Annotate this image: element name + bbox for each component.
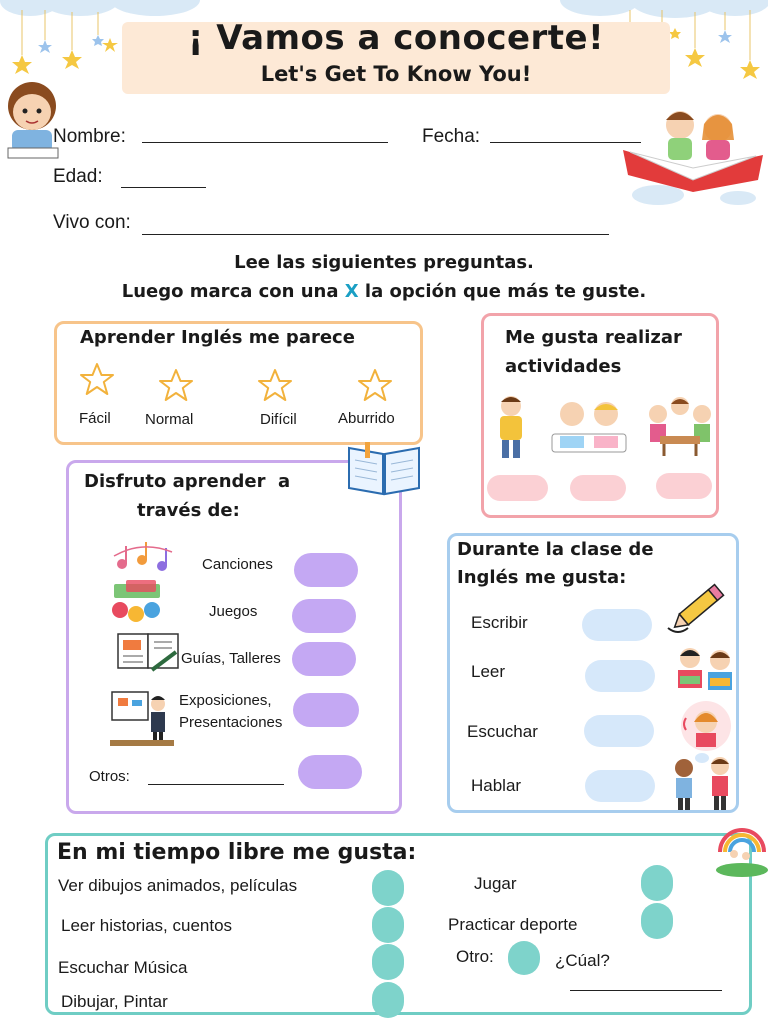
activity-checkbox-groups[interactable] [656, 473, 712, 499]
enjoy-learning-title-2: través de: [137, 500, 240, 521]
checkbox-exposiciones[interactable] [293, 693, 359, 727]
girl-listening-icon [678, 700, 734, 752]
checkbox-dibujar-pintar[interactable] [372, 982, 404, 1018]
checkbox-hablar[interactable] [585, 770, 655, 802]
age-input-line[interactable] [121, 187, 206, 188]
name-label: Nombre: [53, 126, 126, 147]
group-work-illustration [640, 394, 718, 460]
checkbox-free-time-other[interactable] [508, 941, 540, 975]
option-leer-historias: Leer historias, cuentos [61, 916, 233, 935]
bingo-game-icon [110, 580, 168, 624]
lives-with-label: Vivo con: [53, 212, 131, 233]
option-guias-talleres: Guías, Talleres [181, 650, 281, 667]
kids-talking-icon [668, 752, 736, 812]
free-time-title: En mi tiempo libre me gusta: [57, 840, 417, 865]
checkbox-leer[interactable] [585, 660, 655, 692]
star-icon-normal[interactable] [158, 368, 194, 404]
option-dificil: Difícil [260, 411, 297, 428]
option-normal: Normal [145, 411, 194, 428]
date-label: Fecha: [422, 126, 481, 147]
open-book-icon [345, 440, 423, 498]
option-canciones: Canciones [202, 556, 273, 573]
activity-checkbox-pairs[interactable] [570, 475, 626, 501]
checkbox-escuchar[interactable] [584, 715, 654, 747]
option-presentaciones: Presentaciones [179, 714, 283, 731]
kids-reading-icon [672, 644, 738, 700]
enjoy-learning-title-1: Disfruto aprender a [84, 471, 291, 492]
music-notes-icon [112, 540, 174, 574]
option-leer: Leer [471, 662, 506, 681]
option-escuchar-musica: Escuchar Música [58, 958, 188, 977]
option-escuchar: Escuchar [467, 722, 538, 741]
during-class-title-2: Inglés me gusta: [457, 567, 627, 588]
option-practicar-deporte: Practicar deporte [448, 915, 578, 934]
checkbox-leer-historias[interactable] [372, 907, 404, 943]
option-facil: Fácil [79, 410, 111, 427]
x-mark: X [344, 281, 359, 302]
kids-flying-book-illustration [618, 100, 768, 215]
star-icon-facil[interactable] [79, 362, 115, 398]
checkbox-guias-talleres[interactable] [292, 642, 356, 676]
age-label: Edad: [53, 166, 103, 187]
checkbox-practicar-deporte[interactable] [641, 903, 673, 939]
option-aburrido: Aburrido [338, 410, 395, 427]
checkbox-juegos[interactable] [292, 599, 356, 633]
workbook-icon [116, 632, 180, 674]
option-jugar: Jugar [474, 874, 517, 893]
pencil-icon [664, 578, 734, 638]
checkbox-escuchar-musica[interactable] [372, 944, 404, 980]
during-class-title-1: Durante la clase de [457, 539, 654, 560]
activities-title: Me gusta realizar actividades [505, 327, 682, 377]
checkbox-escribir[interactable] [582, 609, 652, 641]
option-exposiciones: Exposiciones, [179, 692, 272, 709]
which-input-line[interactable] [570, 990, 722, 991]
option-dibujos-animados: Ver dibujos animados, películas [58, 876, 298, 895]
instructions-line-2 [0, 281, 768, 302]
pair-work-illustration [550, 398, 628, 460]
other-label: Otros: [89, 768, 130, 785]
name-input-line[interactable] [142, 142, 388, 143]
free-time-other-label: Otro: [456, 947, 494, 966]
presentation-icon [110, 688, 174, 750]
lives-with-input-line[interactable] [142, 234, 609, 235]
checkbox-dibujos-animados[interactable] [372, 870, 404, 906]
option-hablar: Hablar [471, 776, 522, 795]
option-juegos: Juegos [209, 603, 258, 620]
star-icon-aburrido[interactable] [357, 368, 393, 404]
rainbow-kids-illustration [712, 818, 768, 880]
checkbox-canciones[interactable] [294, 553, 358, 587]
instructions-text-before: Luego marca con una [121, 281, 345, 302]
star-icon-dificil[interactable] [257, 368, 293, 404]
date-input-line[interactable] [490, 142, 641, 143]
other-input-line[interactable] [148, 784, 284, 785]
page-subtitle: Let's Get To Know You! [260, 62, 532, 86]
option-dibujar-pintar: Dibujar, Pintar [61, 992, 168, 1011]
activity-checkbox-alone[interactable] [487, 475, 548, 501]
instructions-text-after: la opción que más te guste. [358, 281, 647, 302]
option-escribir: Escribir [471, 613, 528, 632]
boy-alone-illustration [494, 392, 530, 464]
checkbox-otros[interactable] [298, 755, 362, 789]
page-title: ¡ Vamos a conocerte! [187, 18, 605, 58]
which-label: ¿Cúal? [555, 951, 610, 970]
boy-writing-illustration [2, 76, 64, 166]
instructions-line-1: Lee las siguientes preguntas. [234, 252, 534, 273]
learn-english-title: Aprender Inglés me parece [80, 327, 355, 348]
checkbox-jugar[interactable] [641, 865, 673, 901]
